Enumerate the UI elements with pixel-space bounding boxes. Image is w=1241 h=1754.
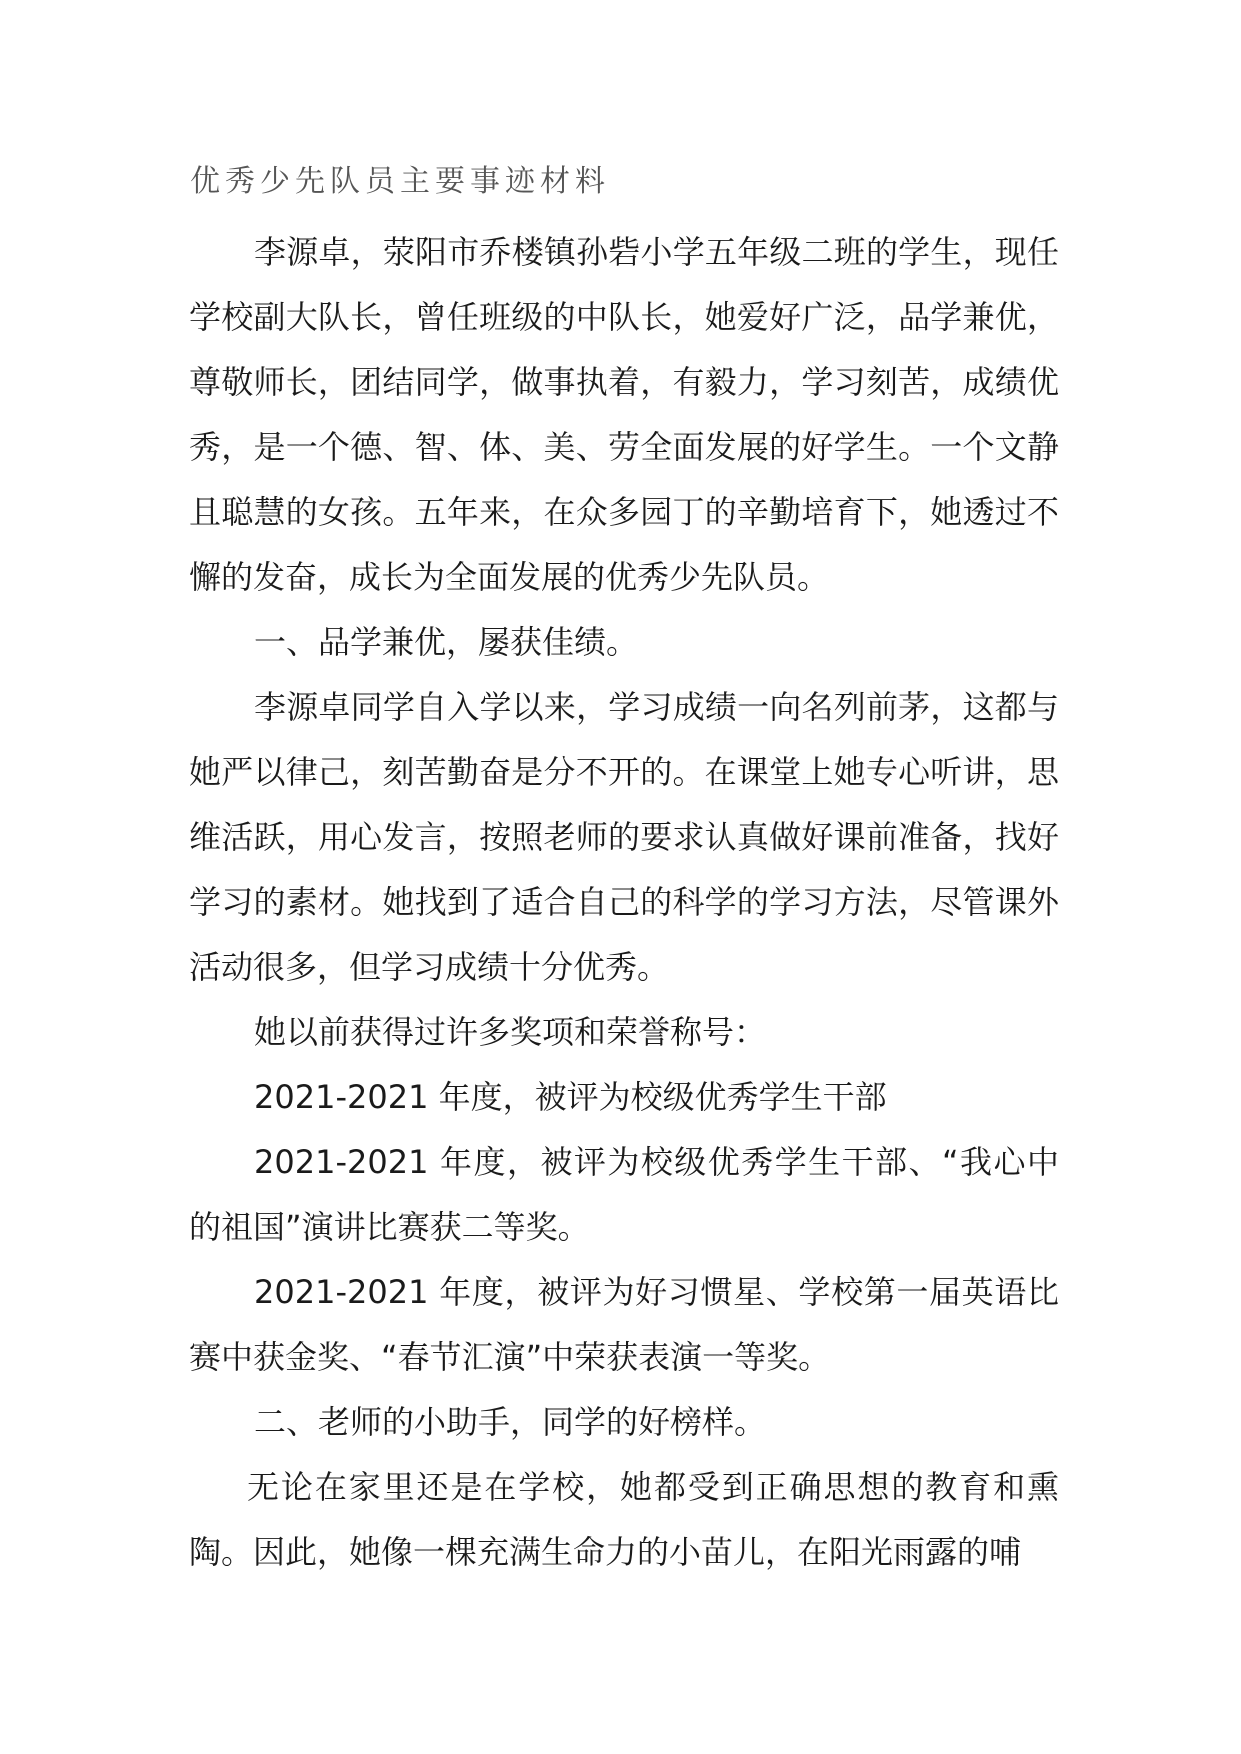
section-heading-1: 一、品学兼优，屡获佳绩。 (254, 623, 639, 661)
paragraph-intro: 李源卓，荥阳市乔楼镇孙砦小学五年级二班的学生，现任学校副大队长，曾任班级的中队长，她爱好广泛，品学兼优，尊敬师长，团结同学，做事执着，有毅力，学习刻苦，成绩优秀，是一个德、智、体、美、劳全面发展的好学生。一个文静且聪慧的女孩。五年来，在众多园丁的辛勤培育下，她透过不懈的发奋，成长为全面发展的优秀少先队员。 (189, 233, 1059, 596)
document-title: 优秀少先队员主要事迹材料 (190, 164, 610, 199)
paragraph-award-2: 2021-2021 年度，被评为校级优秀学生干部、“我心中的祖国”演讲比赛获二等奖。 (189, 1143, 1059, 1246)
paragraph-award-1: 2021-2021 年度，被评为校级优秀学生干部 (254, 1078, 887, 1116)
section-heading-2: 二、老师的小助手，同学的好榜样。 (254, 1403, 767, 1441)
paragraph-awards-intro: 她以前获得过许多奖项和荣誉称号： (254, 1013, 767, 1051)
document-body (189, 220, 1059, 1585)
paragraph-helper: 无论在家里还是在学校，她都受到正确思想的教育和熏陶。因此，她像一棵充满生命力的小苗儿，在阳光雨露的哺 (189, 1468, 1059, 1571)
paragraph-award-3: 2021-2021 年度，被评为好习惯星、学校第一届英语比赛中获金奖、“春节汇演”中荣获表演一等奖。 (189, 1273, 1059, 1376)
paragraph-study: 李源卓同学自入学以来，学习成绩一向名列前茅，这都与她严以律己，刻苦勤奋是分不开的。在课堂上她专心听讲，思维活跃，用心发言，按照老师的要求认真做好课前准备，找好学习的素材。她找到了适合自己的科学的学习方法，尽管课外活动很多，但学习成绩十分优秀。 (189, 688, 1059, 986)
